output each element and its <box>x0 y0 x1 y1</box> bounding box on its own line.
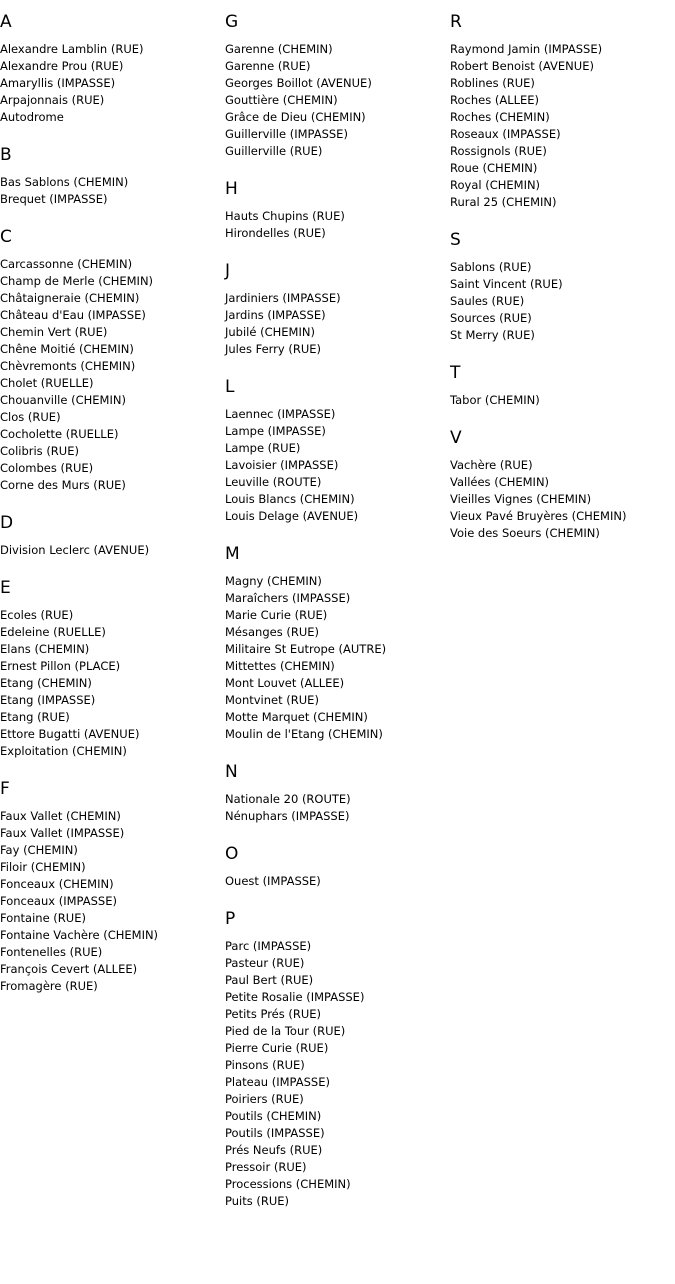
letter-heading: D <box>0 513 14 533</box>
letter-group-t <box>450 361 675 409</box>
letter-group-p <box>225 907 447 1210</box>
street-item: Marie Curie (RUE) <box>225 608 328 622</box>
street-item: Montvinet (RUE) <box>225 693 319 707</box>
street-item: Etang (RUE) <box>0 710 70 724</box>
letter-heading: G <box>225 12 239 32</box>
street-list <box>225 873 447 890</box>
street-item: Parc (IMPASSE) <box>225 939 312 953</box>
street-item: Champ de Merle (CHEMIN) <box>0 274 154 288</box>
street-list <box>225 290 447 358</box>
street-item: Vallées (CHEMIN) <box>450 475 550 489</box>
street-item: Brequet (IMPASSE) <box>0 192 108 206</box>
street-item: Ettore Bugatti (AVENUE) <box>0 727 140 741</box>
street-item: Pasteur (RUE) <box>225 956 305 970</box>
street-item: Jubilé (CHEMIN) <box>225 325 315 339</box>
street-item: Nationale 20 (ROUTE) <box>225 792 351 806</box>
street-item: Pressoir (RUE) <box>225 1160 307 1174</box>
letter-heading: H <box>225 179 238 199</box>
street-list <box>0 607 222 760</box>
letter-heading: E <box>0 578 11 598</box>
street-item: Vieux Pavé Bruyères (CHEMIN) <box>450 509 627 523</box>
street-item: Louis Delage (AVENUE) <box>225 509 359 523</box>
letter-heading: T <box>450 363 461 383</box>
street-item: Roblines (RUE) <box>450 76 535 90</box>
street-item: François Cevert (ALLEE) <box>0 962 138 976</box>
street-list <box>450 457 675 542</box>
letter-heading: O <box>225 844 239 864</box>
street-item: Mésanges (RUE) <box>225 625 319 639</box>
street-item: Hauts Chupins (RUE) <box>225 209 345 223</box>
letter-group-d <box>0 511 222 559</box>
street-item: Hirondelles (RUE) <box>225 226 326 240</box>
street-item: Mittettes (CHEMIN) <box>225 659 335 673</box>
letter-group-n <box>225 760 447 825</box>
street-list <box>225 573 447 743</box>
street-item: Chemin Vert (RUE) <box>0 325 108 339</box>
letter-group-h <box>225 177 447 242</box>
street-item: Laennec (IMPASSE) <box>225 407 336 421</box>
street-index-column-3 <box>450 10 675 559</box>
street-item: Tabor (CHEMIN) <box>450 393 540 407</box>
letter-heading: R <box>450 12 462 32</box>
street-list <box>225 208 447 242</box>
street-item: Lavoisier (IMPASSE) <box>225 458 339 472</box>
street-item: Petits Prés (RUE) <box>225 1007 322 1021</box>
street-item: Magny (CHEMIN) <box>225 574 322 588</box>
street-item: Mont Louvet (ALLEE) <box>225 676 345 690</box>
letter-heading: P <box>225 909 236 929</box>
street-item: Ernest Pillon (PLACE) <box>0 659 121 673</box>
street-item: Sablons (RUE) <box>450 260 532 274</box>
street-item: Puits (RUE) <box>225 1194 290 1208</box>
street-item: Grâce de Dieu (CHEMIN) <box>225 110 366 124</box>
street-item: Châtaigneraie (CHEMIN) <box>0 291 140 305</box>
letter-group-c <box>0 225 222 494</box>
street-item: Georges Boillot (AVENUE) <box>225 76 372 90</box>
letter-group-e <box>0 576 222 760</box>
letter-group-s <box>450 228 675 344</box>
street-item: Pied de la Tour (RUE) <box>225 1024 346 1038</box>
letter-heading: L <box>225 377 235 397</box>
street-item: Carcassonne (CHEMIN) <box>0 257 133 271</box>
letter-group-v <box>450 426 675 542</box>
street-item: Poutils (CHEMIN) <box>225 1109 322 1123</box>
street-item: Plateau (IMPASSE) <box>225 1075 330 1089</box>
street-item: St Merry (RUE) <box>450 328 535 342</box>
street-item: Roue (CHEMIN) <box>450 161 538 175</box>
street-item: Garenne (CHEMIN) <box>225 42 333 56</box>
letter-heading: C <box>0 227 12 247</box>
street-list <box>450 41 675 211</box>
street-item: Fontenelles (RUE) <box>0 945 103 959</box>
street-index-column-2 <box>225 10 447 1227</box>
street-item: Fay (CHEMIN) <box>0 843 78 857</box>
street-list <box>0 542 222 559</box>
street-item: Autodrome <box>0 110 64 124</box>
street-item: Elans (CHEMIN) <box>0 642 90 656</box>
street-item: Edeleine (RUELLE) <box>0 625 106 639</box>
street-item: Amaryllis (IMPASSE) <box>0 76 116 90</box>
street-item: Filoir (CHEMIN) <box>0 860 86 874</box>
street-item: Garenne (RUE) <box>225 59 311 73</box>
street-item: Saules (RUE) <box>450 294 525 308</box>
street-item: Jardins (IMPASSE) <box>225 308 326 322</box>
street-item: Guillerville (RUE) <box>225 144 323 158</box>
street-item: Fonceaux (CHEMIN) <box>0 877 114 891</box>
street-item: Ouest (IMPASSE) <box>225 874 321 888</box>
street-item: Maraîchers (IMPASSE) <box>225 591 351 605</box>
letter-group-f <box>0 777 222 995</box>
street-item: Chèvremonts (CHEMIN) <box>0 359 136 373</box>
street-item: Raymond Jamin (IMPASSE) <box>450 42 603 56</box>
street-item: Chouanville (CHEMIN) <box>0 393 126 407</box>
street-item: Louis Blancs (CHEMIN) <box>225 492 355 506</box>
street-item: Arpajonnais (RUE) <box>0 93 105 107</box>
letter-heading: M <box>225 544 240 564</box>
street-item: Voie des Soeurs (CHEMIN) <box>450 526 600 540</box>
street-item: Ecoles (RUE) <box>0 608 74 622</box>
letter-group-m <box>225 542 447 743</box>
street-item: Rossignols (RUE) <box>450 144 547 158</box>
letter-heading: N <box>225 762 238 782</box>
letter-heading: F <box>0 779 10 799</box>
street-item: Poiriers (RUE) <box>225 1092 304 1106</box>
street-item: Gouttière (CHEMIN) <box>225 93 338 107</box>
street-item: Militaire St Eutrope (AUTRE) <box>225 642 387 656</box>
street-item: Roseaux (IMPASSE) <box>450 127 561 141</box>
street-item: Pierre Curie (RUE) <box>225 1041 329 1055</box>
street-list <box>0 174 222 208</box>
street-item: Colibris (RUE) <box>0 444 79 458</box>
street-item: Etang (CHEMIN) <box>0 676 92 690</box>
street-item: Corne des Murs (RUE) <box>0 478 126 492</box>
street-item: Pinsons (RUE) <box>225 1058 305 1072</box>
street-list <box>450 392 675 409</box>
street-item: Vieilles Vignes (CHEMIN) <box>450 492 592 506</box>
street-item: Lampe (RUE) <box>225 441 301 455</box>
street-index-column-1 <box>0 10 222 1012</box>
street-item: Processions (CHEMIN) <box>225 1177 351 1191</box>
street-item: Cocholette (RUELLE) <box>0 427 119 441</box>
letter-heading: A <box>0 12 12 32</box>
street-item: Leuville (ROUTE) <box>225 475 322 489</box>
street-item: Lampe (IMPASSE) <box>225 424 326 438</box>
street-item: Alexandre Lamblin (RUE) <box>0 42 144 56</box>
street-item: Bas Sablons (CHEMIN) <box>0 175 129 189</box>
street-item: Robert Benoist (AVENUE) <box>450 59 594 73</box>
letter-group-l <box>225 375 447 525</box>
street-item: Poutils (IMPASSE) <box>225 1126 325 1140</box>
street-item: Faux Vallet (CHEMIN) <box>0 809 121 823</box>
street-item: Sources (RUE) <box>450 311 532 325</box>
street-list <box>0 41 222 126</box>
street-item: Moulin de l'Etang (CHEMIN) <box>225 727 383 741</box>
street-item: Roches (ALLEE) <box>450 93 540 107</box>
street-item: Faux Vallet (IMPASSE) <box>0 826 125 840</box>
letter-heading: B <box>0 145 12 165</box>
letter-heading: J <box>225 261 231 281</box>
street-list <box>450 259 675 344</box>
letter-group-j <box>225 259 447 358</box>
street-item: Nénuphars (IMPASSE) <box>225 809 350 823</box>
street-item: Colombes (RUE) <box>0 461 94 475</box>
street-item: Rural 25 (CHEMIN) <box>450 195 557 209</box>
street-list <box>225 406 447 525</box>
letter-group-r <box>450 10 675 211</box>
letter-group-g <box>225 10 447 160</box>
street-item: Jardiniers (IMPASSE) <box>225 291 341 305</box>
street-item: Saint Vincent (RUE) <box>450 277 563 291</box>
street-list <box>0 808 222 995</box>
letter-group-o <box>225 842 447 890</box>
street-item: Prés Neufs (RUE) <box>225 1143 323 1157</box>
street-item: Cholet (RUELLE) <box>0 376 94 390</box>
street-item: Petite Rosalie (IMPASSE) <box>225 990 365 1004</box>
letter-group-b <box>0 143 222 208</box>
letter-heading: S <box>450 230 461 250</box>
street-item: Jules Ferry (RUE) <box>225 342 322 356</box>
street-item: Chêne Moitié (CHEMIN) <box>0 342 134 356</box>
street-list <box>0 256 222 494</box>
street-item: Paul Bert (RUE) <box>225 973 314 987</box>
street-item: Fonceaux (IMPASSE) <box>0 894 117 908</box>
street-item: Alexandre Prou (RUE) <box>0 59 124 73</box>
street-item: Fontaine (RUE) <box>0 911 86 925</box>
street-item: Château d'Eau (IMPASSE) <box>0 308 146 322</box>
street-item: Etang (IMPASSE) <box>0 693 96 707</box>
street-item: Fontaine Vachère (CHEMIN) <box>0 928 159 942</box>
street-item: Division Leclerc (AVENUE) <box>0 543 150 557</box>
street-item: Fromagère (RUE) <box>0 979 98 993</box>
letter-group-a <box>0 10 222 126</box>
street-item: Exploitation (CHEMIN) <box>0 744 127 758</box>
letter-heading: V <box>450 428 462 448</box>
street-list <box>225 938 447 1210</box>
street-item: Clos (RUE) <box>0 410 61 424</box>
street-item: Vachère (RUE) <box>450 458 533 472</box>
street-list <box>225 41 447 160</box>
street-item: Guillerville (IMPASSE) <box>225 127 348 141</box>
street-item: Motte Marquet (CHEMIN) <box>225 710 368 724</box>
street-item: Royal (CHEMIN) <box>450 178 541 192</box>
street-list <box>225 791 447 825</box>
street-item: Roches (CHEMIN) <box>450 110 550 124</box>
